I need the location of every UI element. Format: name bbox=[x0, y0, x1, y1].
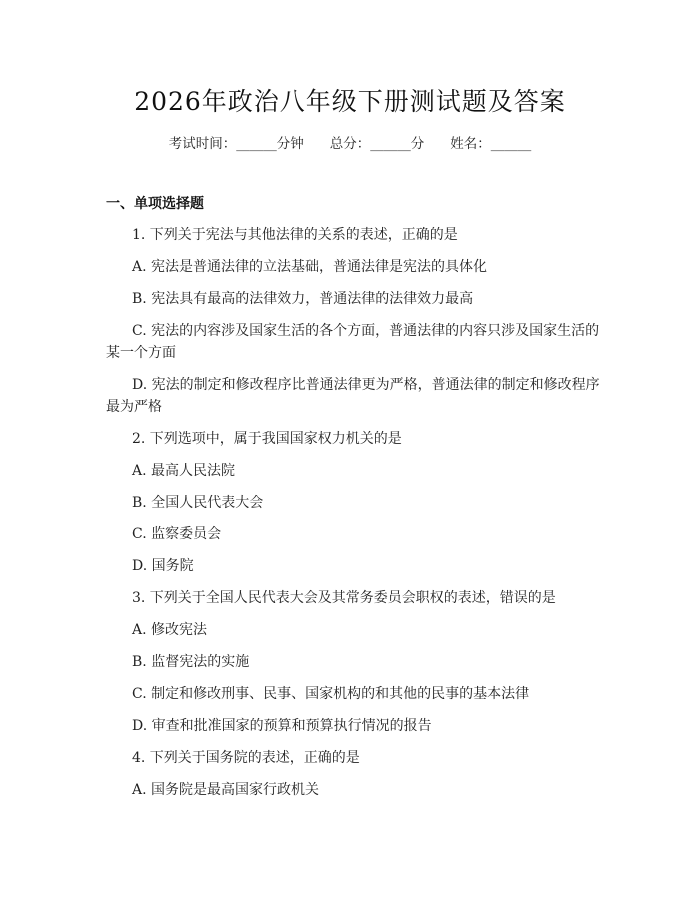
question-3-option-a: A. 修改宪法 bbox=[132, 622, 208, 638]
section-title: 一、单项选择题 bbox=[106, 196, 204, 212]
question-1-option-d-cont: 最为严格 bbox=[106, 399, 162, 415]
question-3: 3. 下列关于全国人民代表大会及其常务委员会职权的表述，错误的是 bbox=[132, 590, 556, 606]
question-4: 4. 下列关于国务院的表述，正确的是 bbox=[132, 750, 360, 766]
question-1-option-c: C. 宪法的内容涉及国家生活的各个方面，普通法律的内容只涉及国家生活的 bbox=[132, 323, 600, 339]
question-2-option-a: A. 最高人民法院 bbox=[132, 463, 236, 479]
question-2-option-b: B. 全国人民代表大会 bbox=[132, 495, 264, 511]
question-1-option-a: A. 宪法是普通法律的立法基础，普通法律是宪法的具体化 bbox=[132, 259, 488, 275]
question-1-option-c-cont: 某一个方面 bbox=[106, 345, 176, 361]
exam-info bbox=[0, 132, 700, 152]
question-3-option-d: D. 审查和批准国家的预算和预算执行情况的报告 bbox=[132, 718, 432, 734]
page-title: 2026年政治八年级下册测试题及答案 bbox=[134, 87, 566, 116]
question-1-option-d: D. 宪法的制定和修改程序比普通法律更为严格，普通法律的制定和修改程序 bbox=[132, 377, 600, 393]
question-4-option-a: A. 国务院是最高国家行政机关 bbox=[132, 782, 320, 798]
exam-score: 总分：______分 bbox=[329, 136, 425, 152]
exam-time: 考试时间：______分钟 bbox=[168, 136, 304, 152]
question-3-option-c: C. 制定和修改刑事、民事、国家机构的和其他的民事的基本法律 bbox=[132, 686, 530, 702]
question-3-option-b: B. 监督宪法的实施 bbox=[132, 654, 250, 670]
question-2-option-c: C. 监察委员会 bbox=[132, 526, 222, 542]
question-1-option-b: B. 宪法具有最高的法律效力，普通法律的法律效力最高 bbox=[132, 291, 474, 307]
student-name: 姓名：______ bbox=[450, 136, 532, 152]
question-2-option-d: D. 国务院 bbox=[132, 558, 194, 574]
question-2: 2. 下列选项中，属于我国国家权力机关的是 bbox=[132, 431, 402, 447]
question-1: 1. 下列关于宪法与其他法律的关系的表述，正确的是 bbox=[132, 227, 458, 243]
